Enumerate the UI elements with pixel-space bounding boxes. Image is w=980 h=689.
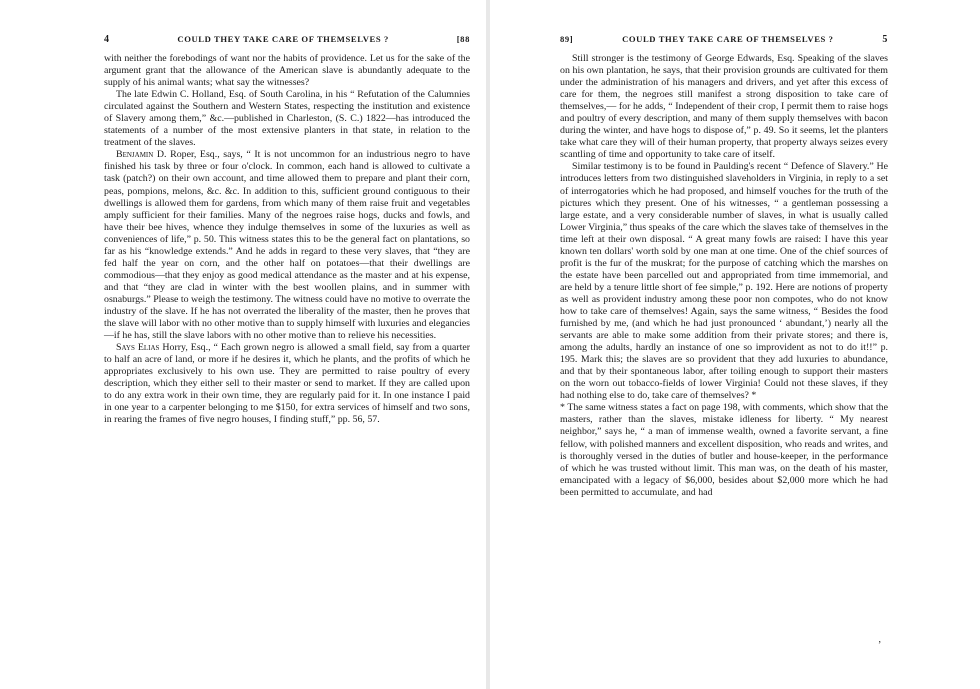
stray-mark: ’ — [878, 640, 882, 651]
witness-name: Benjamin — [116, 149, 154, 161]
right-page — [490, 0, 980, 689]
left-running-title: COULD THEY TAKE CARE OF THEMSELVES ? — [177, 34, 389, 44]
left-paragraph: The late Edwin C. Holland, Esq. of South Carolina, in his “ Refutation of the Calumnies circulated against the Southern and Western States, respecting the institution and existence of Slavery among them,” &c.—published in Charleston, (S. C.) 1822—has introduced the statements of a number of the most extensive planters in that state, in relation to the treatment of the slaves. — [104, 89, 470, 149]
left-page — [0, 0, 488, 689]
left-running-head — [104, 34, 470, 45]
footnote: * The same witness states a fact on page 198, with comments, which show that the masters, rather than the slaves, mistake idleness for liberty. “ My nearest neighbor,” says he, “ a man of immense wealth, owned a favorite servant, a fine fellow, with polished manners and excellent disposition, who reads and writes, and is thoroughly versed in the duties of butler and house-keeper, in the performance of which he was trusted without limit. This man was, on the death of his master, emancipated with a legacy of $6,000, besides about $2,000 more which he had been permitted to accumulate, and had — [560, 402, 888, 498]
right-body — [560, 53, 888, 499]
right-paragraph: Still stronger is the testimony of George Edwards, Esq. Speaking of the slaves on his own plantation, he says, that their provision grounds are cultivated for them under the administration of his managers and drivers, and yet after this excess of care for them, the negroes still manifest a strong disposition to take care of themselves,— for he adds, “ Independent of their crop, I permit them to raise hogs and poultry of every description, and many of them supply themselves with bacon during the winter, and have hogs to dispose of,” p. 49. So it seems, let the planters take what care they will of their human property, that property always seizes every scantling of time and opportunity to take care of itself. — [560, 53, 888, 161]
right-folio-mark: 89] — [560, 34, 574, 44]
paragraph-text: Horry, Esq., “ Each grown negro is allowed a small field, say from a quarter to half an acre of land, or more if he desires it, which he plants, and the profits of which he appropriates exclusively to his own use. They are permitted to raise poultry of every description, which they either sell to their master or send to market. If they are called upon to do any extra work in their own time, they are regularly paid for it. In one instance I paid in one year to a carpenter belonging to me $150, for extra services of himself and two sons, in rearing the frames of five negro houses, I finding stuff,” pp. 56, 57. — [104, 342, 470, 426]
right-running-head — [560, 34, 888, 45]
left-body — [104, 53, 470, 426]
right-paragraph: Similar testimony is to be found in Paulding's recent “ Defence of Slavery.” He introduces letters from two distinguished slaveholders in Virginia, in reply to a set of interrogatories which he had proposed, and himself vouches for the truth of the pictures which they present. One of his witnesses, “ a gentleman possessing a large estate, and a very considerable number of slaves, in what is usually called Lower Virginia,” thus speaks of the care which the slaves take of themselves in the time left at their own disposal. “ A great many fowls are raised: I have this year known ten dollars' worth sold by one man at one time. One of the chief sources of profit is the fur of the muskrat; for the purpose of catching which the marshes on the estate have been parcelled out and appropriated from time immemorial, and are held by a tenure little short of fee simple,” p. 192. Here are notions of property as well as provident industry among these poor non compotes, who do not know how to take care of themselves! Again, says the same witness, “ Besides the food furnished by me, (and which he had just pronounced ‘ abundant,’) nearly all the servants are able to make some addition from their private stores; and there is, among the adults, hardly an instance of one so improvident as not to do it!!” p. 195. Mark this; the slaves are so provident that they add luxuries to abundance, and that by their spontaneous labor, after toiling enough to support their masters on the worn out tobacco-fields of lower Virginia! Could not these slaves, if they had nothing else to do, take care of themselves? * — [560, 161, 888, 402]
paragraph-text: D. Roper, Esq., says, “ It is not uncommon for an industrious negro to have finished his task by three or four o'clock. In common, each hand is allowed to cultivate a task (patch?) on their own account, and time allowed them to prepare and plant their corn, peas, pompions, melons, &c. &c. In addition to this, sufficient ground contiguous to their dwellings is allowed them for gardens, from which many of them raise fruit and vegetables amply sufficient for their families. Many of the negroes raise hogs, ducks and fowls, and have their bee hives, whence they indulge themselves in some of the luxuries as well as conveniences of life,” p. 50. This witness states this to be the general fact on plantations, so far as his “knowledge extends.” And he adds in regard to these very slaves, that “they are fed half the year on corn, and the other half on potatoes—that their dwellings are commodious—that they enjoy as good medical attendance as the master and at his expense, and that “they are clad in winter with the best woollen plains, and in summer with osnaburgs.” Please to weigh the testimony. The witness could have no motive to overrate the industry of the slave. If he has not overrated the liberality of the master, then he proves that the slave will labor with no other motive than to supply himself with luxuries and elegancies—if he has, still the slave labors with no other motive than to relieve his necessities. — [104, 149, 470, 342]
left-paragraph — [104, 342, 470, 426]
right-running-title: COULD THEY TAKE CARE OF THEMSELVES ? — [622, 34, 834, 44]
left-paragraph: with neither the forebodings of want nor the habits of providence. Let us for the sake of the argument grant that the allowance of the American slave is abundantly adequate to the supply of his animal wants; what say the witnesses? — [104, 53, 470, 89]
left-paragraph — [104, 149, 470, 342]
left-folio-mark: [88 — [456, 34, 470, 44]
witness-name: Says Elias — [116, 342, 160, 354]
left-page-number: 4 — [104, 34, 110, 45]
right-page-number: 5 — [882, 34, 888, 45]
